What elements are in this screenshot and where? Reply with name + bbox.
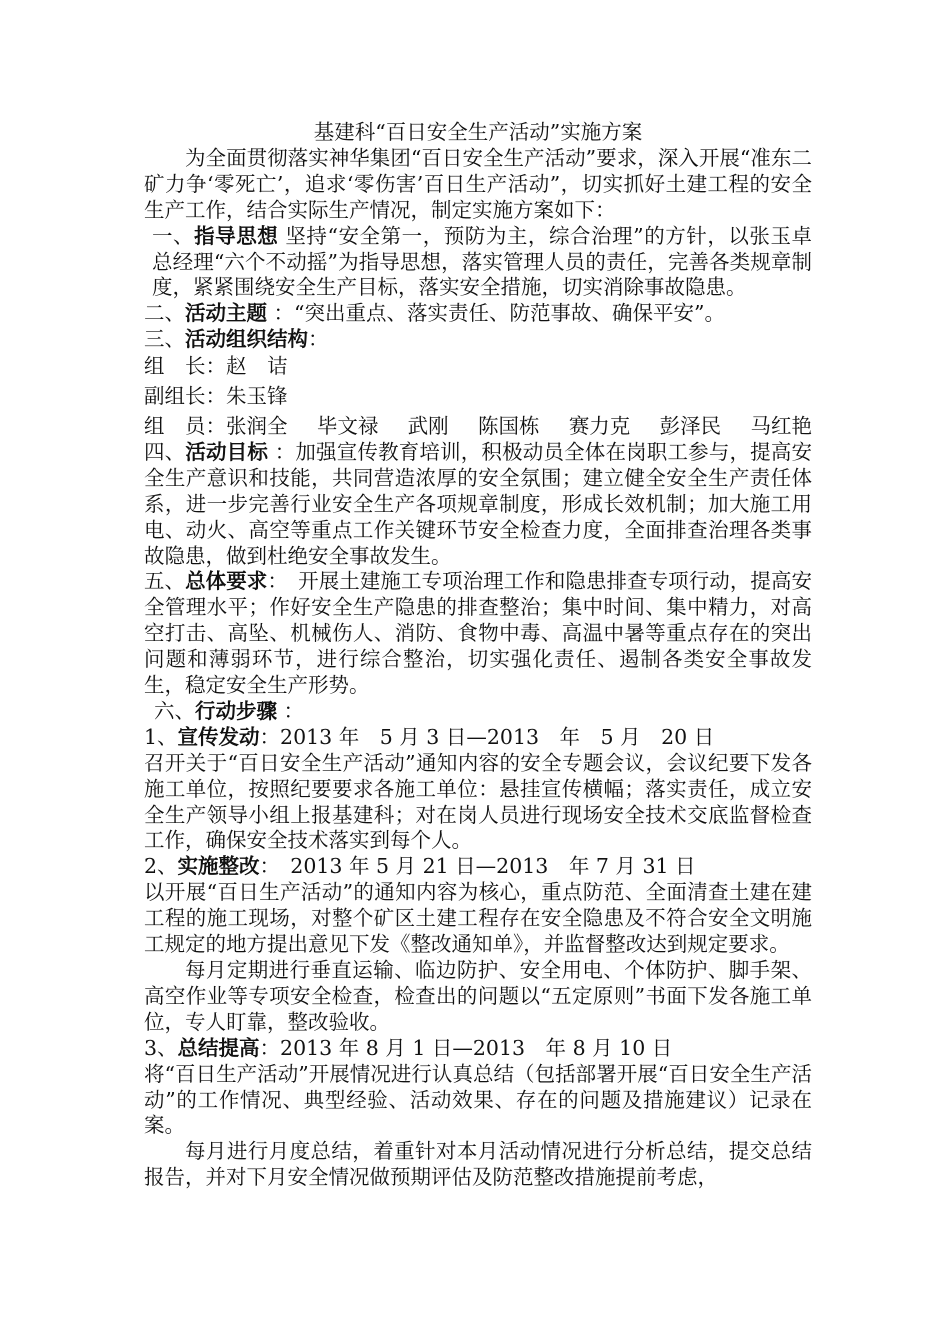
intro-paragraph: 为全面贯彻落实神华集团“百日安全生产活动”要求，深入开展“准东二矿力争‘零死亡’，追求‘零伤害’百日生产活动”，切实抓好土建工程的安全生产工作，结合实际生产情况，制定实施方案如下：: [144, 145, 812, 222]
section-text: ：加强宣传教育培训，积极动员全体在岗职工参与，提高安全生产意识和技能，共同营造浓厚的安全氛围；建立健全安全生产责任体系，进一步完善行业安全生产各项规章制度，形成长效机制；加大施工用电、动火、高空等重点工作关键环节安全检查力度，全面排查治理各类事故隐患，做到杜绝安全事故发生。: [144, 439, 813, 568]
section-text: ：: [308, 327, 329, 352]
step-number: 3、: [144, 1035, 178, 1060]
step-1-text: 召开关于“百日安全生产活动”通知内容的安全专题会议，会议纪要下发各施工单位，按照纪要要求各施工单位：悬挂宣传横幅；落实责任，成立安全生产领导小组上报基建科；对在岗人员进行现场安全技术交底监督检查工作，确保安全技术落实到每个人。: [144, 750, 812, 853]
step-2-text-2: 每月定期进行垂直运输、临边防护、安全用电、个体防护、脚手架、高空作业等专项安全检查，检查出的问题以“五定原则”书面下发各施工单位，专人盯靠，整改验收。: [144, 958, 812, 1034]
step-number: 2、: [144, 854, 178, 879]
section-heading: 活动主题: [185, 301, 267, 326]
step-2-header: [144, 854, 812, 880]
org-leader: 组 长：赵 诘: [144, 354, 288, 379]
org-members: [144, 414, 812, 440]
step-3-text-2: 每月进行月度总结，着重针对本月活动情况进行分析总结，提交总结报告，并对下月安全情况做预期评估及防范整改措施提前考虑，: [144, 1139, 812, 1190]
step-date: ： 2013 年 5 月 21 日—2013 年 7 月 31 日: [259, 854, 696, 879]
section-requirements: [144, 569, 812, 699]
section-theme: [144, 301, 812, 327]
section-heading: 行动步骤: [195, 698, 277, 723]
member-name: 赛力克: [568, 413, 631, 438]
step-3-text: 将“百日生产活动”开展情况进行认真总结（包括部署开展“百日安全生产活动”的工作情况、典型经验、活动效果、存在的问题及措施建议）记录在案。: [144, 1061, 812, 1138]
step-date: ：2013 年 5 月 3 日—2013 年 5 月 20 日: [259, 724, 715, 749]
member-name: 毕文禄: [316, 413, 379, 438]
org-deputy: 副组长：朱玉锋: [144, 384, 288, 409]
member-name: 彭泽民: [659, 413, 722, 438]
section-text: 坚持“安全第一，预防为主，综合治理”的方针，以张玉卓总经理“六个不动摇”为指导思想，落实管理人员的责任，完善各类规章制度，紧紧围绕安全生产目标，落实安全措施，切实消除事故隐患。: [152, 223, 813, 300]
section-text: ： 开展土建施工专项治理工作和隐患排查专项行动，提高安全管理水平；作好安全生产隐患的排查整治；集中时间、集中精力，对高空打击、高坠、机械伤人、消防、食物中毒、高温中暑等重点存在的突出问题和薄弱环节，进行综合整治，切实强化责任、遏制各类安全事故发生，稳定安全生产形势。: [144, 569, 812, 698]
section-organization: [144, 327, 812, 353]
member-name: 马红艳: [750, 413, 812, 438]
section-guiding-thought: [144, 224, 812, 302]
step-heading: 总结提高: [177, 1035, 260, 1060]
step-heading: 实施整改: [177, 854, 260, 879]
section-number: 三、: [144, 327, 185, 352]
step-date: ：2013 年 8 月 1 日—2013 年 8 月 10 日: [259, 1035, 673, 1060]
document-title: 基建科“百日安全生产活动”实施方案: [313, 120, 643, 144]
section-heading: 指导思想: [194, 223, 279, 248]
step-3-header: [144, 1036, 812, 1062]
section-number: 二、: [144, 301, 185, 326]
section-goals: [144, 440, 812, 570]
section-steps: [144, 699, 812, 725]
member-name: 武刚: [407, 413, 449, 438]
member-name: 陈国栋: [477, 413, 540, 438]
section-number: 四、: [144, 439, 186, 464]
step-2-text: 以开展“百日生产活动”的通知内容为核心，重点防范、全面清查土建在建工程的施工现场，对整个矿区土建工程存在安全隐患及不符合安全文明施工规定的地方提出意见下发《整改通知单》，并监督整改达到规定要求。: [144, 880, 812, 957]
section-number: 五、: [144, 569, 186, 594]
section-heading: 活动组织结构: [185, 327, 308, 352]
section-heading: 总体要求: [185, 569, 268, 594]
members-label: 组 员：张润全: [144, 413, 288, 438]
section-text: ：“突出重点、落实责任、防范事故、确保平安”。: [267, 301, 725, 326]
document-page: [144, 120, 812, 1191]
step-heading: 宣传发动: [177, 724, 260, 749]
section-text: ：: [277, 698, 305, 723]
section-number: 一、: [152, 223, 195, 248]
section-heading: 活动目标: [185, 439, 269, 464]
step-number: 1、: [144, 724, 178, 749]
section-number: 六、: [154, 698, 195, 723]
step-1-header: [144, 725, 812, 751]
